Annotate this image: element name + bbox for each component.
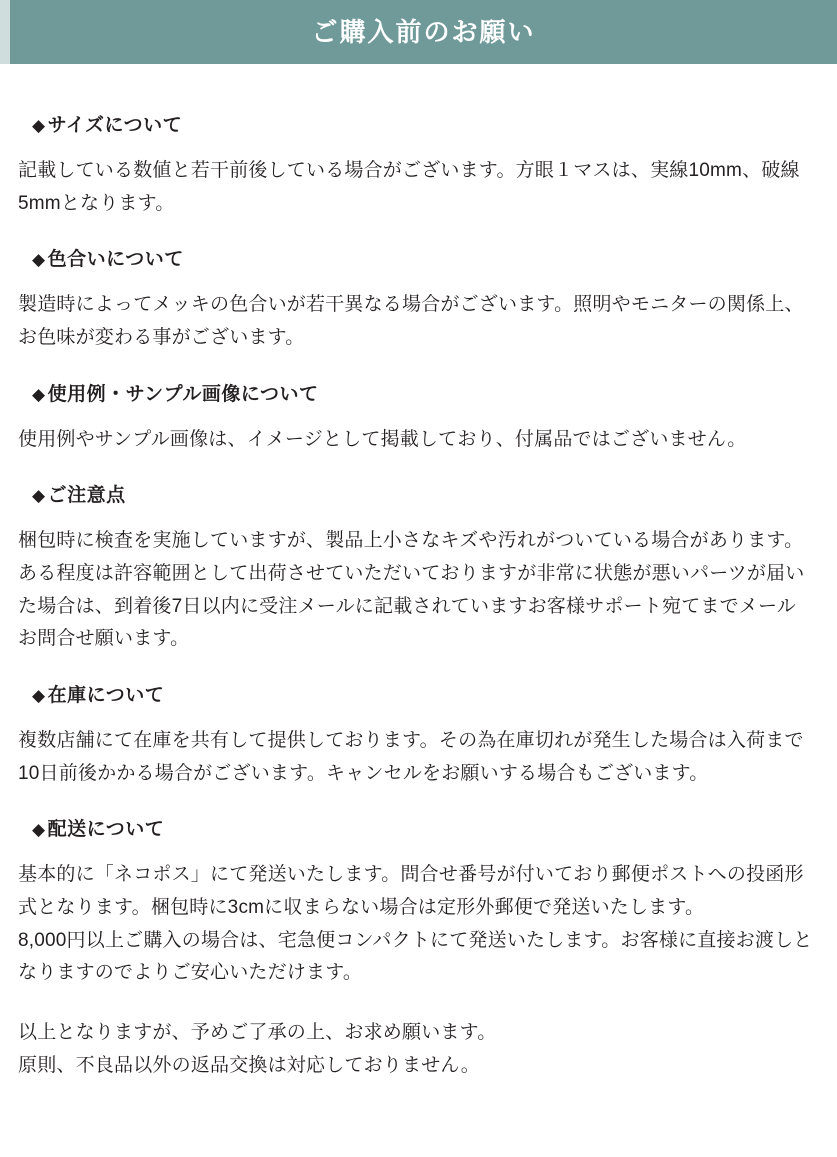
section-heading xyxy=(32,480,813,507)
diamond-bullet-icon: ◆ xyxy=(32,250,46,270)
diamond-bullet-icon: ◆ xyxy=(32,486,46,506)
diamond-bullet-icon: ◆ xyxy=(32,384,46,404)
section-paragraph: 8,000円以上ご購入の場合は、宅急便コンパクトにて発送いたします。お客様に直接お渡しとなりますのでよりご安心いただけます。 xyxy=(18,929,813,984)
closing-block xyxy=(18,1016,813,1083)
section-size xyxy=(18,110,813,220)
section-paragraph: 使用例やサンプル画像は、イメージとして掲載しており、付属品ではございません。 xyxy=(18,428,747,450)
section-heading xyxy=(32,110,813,137)
section-paragraph: 製造時によってメッキの色合いが若干異なる場合がございます。照明やモニターの関係上、お色味が変わる事がございます。 xyxy=(18,294,804,349)
closing-line-1: 以上となりますが、予めご了承の上、お求め願います。 xyxy=(18,1022,497,1044)
section-heading-label: サイズについて xyxy=(47,115,183,136)
diamond-bullet-icon: ◆ xyxy=(32,686,46,706)
closing-line-2: 原則、不良品以外の返品交換は対応しておりません。 xyxy=(18,1055,480,1077)
section-stock xyxy=(18,680,813,790)
page-title: ご購入前のお願い xyxy=(311,17,536,47)
section-heading xyxy=(32,680,813,707)
section-heading-label: 在庫について xyxy=(47,685,165,707)
page-header xyxy=(10,0,837,64)
section-color xyxy=(18,244,813,354)
diamond-bullet-icon: ◆ xyxy=(32,820,46,840)
section-heading-label: 色合いについて xyxy=(47,249,184,271)
section-heading xyxy=(32,814,813,841)
section-heading-label: ご注意点 xyxy=(47,485,126,507)
section-heading-label: 使用例・サンプル画像について xyxy=(47,383,319,405)
section-paragraph: 梱包時に検査を実施していますが、製品上小さなキズや汚れがついている場合があります。ある程度は許容範囲として出荷させていただいておりますが非常に状態が悪いパーツが届いた場合は、到着後7日以内に受注メールに記載されていますお客様サポート宛てまでメールお問合せ願います。 xyxy=(18,530,805,650)
section-cautions xyxy=(18,480,813,656)
section-heading xyxy=(32,379,813,406)
section-paragraph: 記載している数値と若干前後している場合がございます。方眼１マスは、実線10mm、破線5mmとなります。 xyxy=(18,160,800,214)
header-accent-band xyxy=(0,0,10,64)
notice-content xyxy=(0,64,837,1111)
diamond-bullet-icon: ◆ xyxy=(32,116,46,135)
section-paragraph: 基本的に「ネコポス」にて発送いたします。問合せ番号が付いており郵便ポストへの投函形式となります。梱包時に3cmに収まらない場合は定形外郵便で発送いたします。 xyxy=(18,864,804,919)
section-paragraph: 複数店舗にて在庫を共有して提供しております。その為在庫切れが発生した場合は入荷まで10日前後かかる場合がございます。キャンセルをお願いする場合もございます。 xyxy=(18,730,804,784)
section-heading xyxy=(32,244,813,271)
section-heading-label: 配送について xyxy=(47,819,165,841)
section-shipping xyxy=(18,814,813,990)
section-sample-image xyxy=(18,379,813,457)
